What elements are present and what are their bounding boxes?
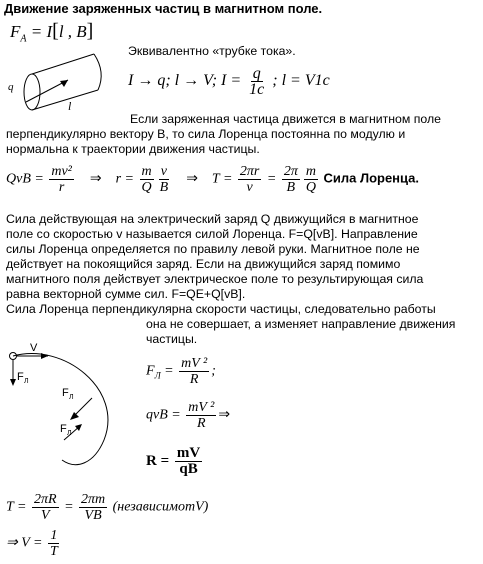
tube-back-edge [94, 54, 101, 90]
v-lhs: ⇒ V = [6, 535, 43, 551]
lorentz-r-eq: r = [115, 171, 134, 187]
lorentz-t-eq: T = [211, 171, 233, 187]
ampere-lhs: F [10, 22, 21, 41]
t-d2: VB [84, 508, 102, 523]
qvb-lhs: qvB = [146, 407, 181, 423]
lorentz-n2: m [141, 164, 152, 179]
paragraph1-line3: нормальна к траектории движения частицы. [6, 142, 260, 156]
t-n2: 2πm [81, 492, 106, 507]
paragraph1-line1: Если заряженная частица движется в магнитном поле [130, 112, 441, 126]
force1-label: F [17, 371, 24, 383]
t-d1: V [40, 508, 50, 523]
force1-sub: Л [24, 378, 29, 385]
paragraph1-line2: перпендикулярно вектору В, то сила Лоренца постоянна по модулю и [6, 127, 406, 141]
tube-front-ellipse [24, 74, 40, 110]
fl-num: mV ² [181, 356, 208, 371]
lorentz-n5: 2π [283, 164, 298, 179]
qvb-tail: ⇒ [218, 407, 231, 423]
paragraph2-line8: она не совершает, а изменяет направление движения [146, 317, 456, 331]
force2-sub: Л [69, 394, 74, 401]
page-title: Движение заряженных частиц в магнитном поле. [4, 1, 323, 16]
t-lhs: T = [6, 499, 27, 515]
tube-top-edge [32, 54, 94, 74]
v-den: T [49, 544, 58, 559]
paragraph2-line9: частицы. [146, 332, 198, 346]
lorentz-d6: Q [305, 180, 316, 195]
lorentz-d3: B [159, 180, 169, 195]
fl-sub: Л [154, 370, 161, 381]
equiv-num: q [252, 65, 261, 82]
lorentz-arrow2: ⇒ [186, 171, 198, 187]
force3-sub: Л [67, 430, 72, 437]
tube-bottom-edge [32, 90, 98, 110]
current-tube-diagram [6, 48, 118, 118]
fl-den: R [189, 372, 199, 387]
ampere-eq: = I [30, 22, 53, 41]
paragraph2-line2: поле со скоростью v называется силой Лоренца. F=Q[vB]. Направление [6, 227, 418, 241]
lorentz-d2: Q [141, 180, 152, 195]
lorentz-d4: v [246, 180, 253, 195]
equivalence-formula [128, 66, 330, 97]
tube-equivalent-text: Эквивалентно «трубке тока». [128, 44, 296, 58]
ampere-sub: A [20, 33, 27, 45]
t-n1: 2πR [33, 492, 57, 507]
paragraph2-line5: магнитного поля действует электрическое поле то результирующая сила [6, 272, 424, 286]
paragraph2-line3: силы Лоренца определяется по правилу левой руки. Магнитное поле не [6, 242, 420, 256]
fl-tail: ; [211, 363, 216, 379]
lorentz-label: Сила Лоренца. [323, 170, 420, 186]
force2-label: F [62, 387, 69, 399]
tube-l-label: l [68, 99, 72, 113]
formula-r [146, 446, 204, 477]
lorentz-d5: B [286, 180, 296, 195]
formula-fl [146, 356, 216, 387]
paragraph2-line6: равна векторной сумме сил. F=QE+Q[vB]. [6, 287, 246, 301]
lorentz-n4: 2πr [239, 164, 260, 179]
formula-qvb [146, 400, 230, 431]
equiv-left: I → q; l → V; I = [128, 72, 242, 90]
r-num: mV [176, 445, 201, 461]
r-den: qB [179, 461, 198, 477]
force2-arrowhead [70, 412, 79, 420]
t-eq: = [64, 499, 74, 515]
equiv-right: ; l = V1c [272, 72, 330, 90]
formula-v [6, 528, 62, 559]
paragraph2-line1: Сила действующая на электрический заряд Q движущийся в магнитное [6, 212, 419, 226]
qvb-num: mV ² [188, 400, 215, 415]
force1-arrowhead [10, 379, 16, 386]
lorentz-d1: r [58, 180, 65, 195]
ampere-formula: $F_A = I[l$ , B] [10, 20, 94, 45]
velocity-label: V [30, 342, 38, 354]
v-num: 1 [50, 528, 58, 543]
equiv-den: 1c [249, 81, 265, 98]
lorentz-qvb: QvB = [6, 171, 44, 187]
lorentz-n3: v [160, 164, 168, 179]
force3-label: F [60, 423, 67, 435]
tube-q-label: q [8, 81, 14, 93]
fl-eq: = [164, 363, 174, 379]
charge-circle [10, 353, 17, 360]
ampere-bracket: l , B [58, 22, 87, 41]
r-lhs: R = [146, 452, 170, 469]
t-tail: (независимотV) [112, 499, 209, 515]
lorentz-n6: m [305, 164, 316, 179]
paragraph2-line7: Сила Лоренца перпендикулярна скорости частицы, следовательно работы [6, 302, 436, 316]
lorentz-n1: mv² [51, 164, 72, 179]
formula-t [6, 492, 208, 523]
lorentz-arrow1: ⇒ [89, 171, 102, 187]
trajectory-curve [13, 354, 108, 465]
lorentz-eq: = [266, 171, 277, 187]
trajectory-diagram [4, 340, 136, 490]
qvb-den: R [196, 416, 206, 431]
fl-lhs: F [146, 363, 155, 379]
lorentz-formula [6, 164, 419, 195]
paragraph2-line4: действует на покоящийся заряд. Если на движущийся заряд помимо [6, 257, 401, 271]
